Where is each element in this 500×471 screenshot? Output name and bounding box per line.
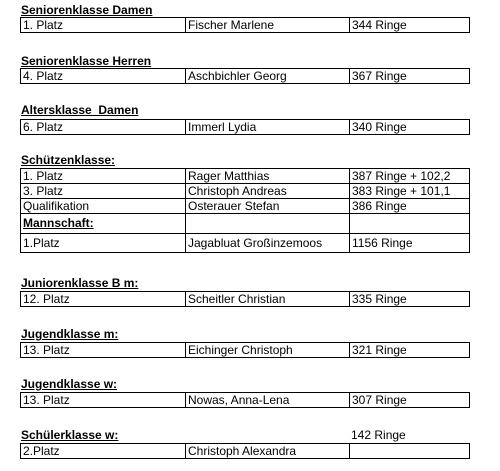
table-row xyxy=(21,169,470,184)
name-cell: Nowas, Anna-Lena xyxy=(186,393,350,408)
place-cell: 6. Platz xyxy=(23,119,64,134)
place-cell: 13. Platz xyxy=(23,392,70,407)
mannschaft-label-cell xyxy=(21,214,186,234)
score-cell: 1156 Ringe xyxy=(350,234,470,253)
results-table-seniorenklasse-damen xyxy=(20,17,470,33)
name-cell: Osterauer Stefan xyxy=(186,199,350,214)
name-cell: Eichinger Christoph xyxy=(186,343,350,358)
name-cell: Jagabluat Großinzemoos xyxy=(186,234,350,253)
table-row xyxy=(21,184,470,199)
score-cell: 321 Ringe xyxy=(350,343,470,358)
score-cell: 340 Ringe xyxy=(350,120,470,135)
score-cell: 344 Ringe xyxy=(350,18,470,33)
name-cell: Immerl Lydia xyxy=(186,120,350,135)
name-cell: Scheitler Christian xyxy=(186,292,350,307)
mannschaft-title: Mannschaft: xyxy=(23,216,94,230)
name-cell: Fischer Marlene xyxy=(186,18,350,33)
table-row xyxy=(21,199,470,214)
results-table-juniorenklasse-b xyxy=(20,291,470,307)
section-title-jugendklasse-w: Jugendklasse w: xyxy=(21,377,118,391)
place-cell: Qualifikation xyxy=(21,199,186,214)
place-cell: 1.Platz xyxy=(21,234,186,253)
score-cell: 387 Ringe + 102,2 xyxy=(350,169,470,184)
name-cell: Aschbichler Georg xyxy=(186,69,350,84)
name-cell: Rager Matthias xyxy=(186,169,350,184)
score-cell: 383 Ringe + 101,1 xyxy=(350,184,470,199)
section-title-seniorenklasse-herren: Seniorenklasse Herren xyxy=(21,54,152,68)
empty-cell xyxy=(186,214,350,234)
table-row xyxy=(21,292,470,307)
table-row xyxy=(21,393,470,408)
place-cell: 4. Platz xyxy=(23,68,64,83)
place-cell: 3. Platz xyxy=(21,184,186,199)
results-table-jugendklasse-w xyxy=(20,392,470,408)
score-text-schuelerklasse-w: 142 Ringe xyxy=(351,428,406,442)
place-cell: 1. Platz xyxy=(21,169,186,184)
name-cell: Christoph Alexandra xyxy=(186,444,350,459)
section-title-schuetzenklasse: Schützenklasse: xyxy=(21,153,116,167)
table-row xyxy=(21,444,470,459)
empty-cell xyxy=(350,214,470,234)
table-row xyxy=(21,18,470,33)
results-table-jugendklasse-m xyxy=(20,342,470,358)
results-table-seniorenklasse-herren xyxy=(20,68,470,84)
place-cell: 13. Platz xyxy=(23,342,70,357)
table-row xyxy=(21,234,470,253)
table-row xyxy=(21,69,470,84)
score-cell: 335 Ringe xyxy=(350,292,470,307)
section-title-altersklasse-damen: Altersklasse Damen xyxy=(21,103,139,117)
score-cell xyxy=(350,444,470,459)
score-cell: 307 Ringe xyxy=(350,393,470,408)
results-table-altersklasse-damen xyxy=(20,119,470,135)
section-title-schuelerklasse-w: Schülerklasse w: xyxy=(21,428,119,442)
section-title-jugendklasse-m: Jugendklasse m: xyxy=(21,327,119,341)
results-table-schuelerklasse-w xyxy=(20,443,470,459)
place-cell: 12. Platz xyxy=(23,291,70,306)
score-cell: 386 Ringe xyxy=(350,199,470,214)
name-cell: Christoph Andreas xyxy=(186,184,350,199)
table-row xyxy=(21,120,470,135)
results-table-schuetzenklasse xyxy=(20,168,470,253)
place-cell: 2.Platz xyxy=(23,443,60,458)
table-row xyxy=(21,343,470,358)
score-cell: 367 Ringe xyxy=(350,69,470,84)
place-cell: 1. Platz xyxy=(23,17,64,32)
section-title-seniorenklasse-damen: Seniorenklasse Damen xyxy=(21,3,153,17)
section-title-juniorenklasse-b: Juniorenklasse B m: xyxy=(21,276,139,290)
table-row xyxy=(21,214,470,234)
